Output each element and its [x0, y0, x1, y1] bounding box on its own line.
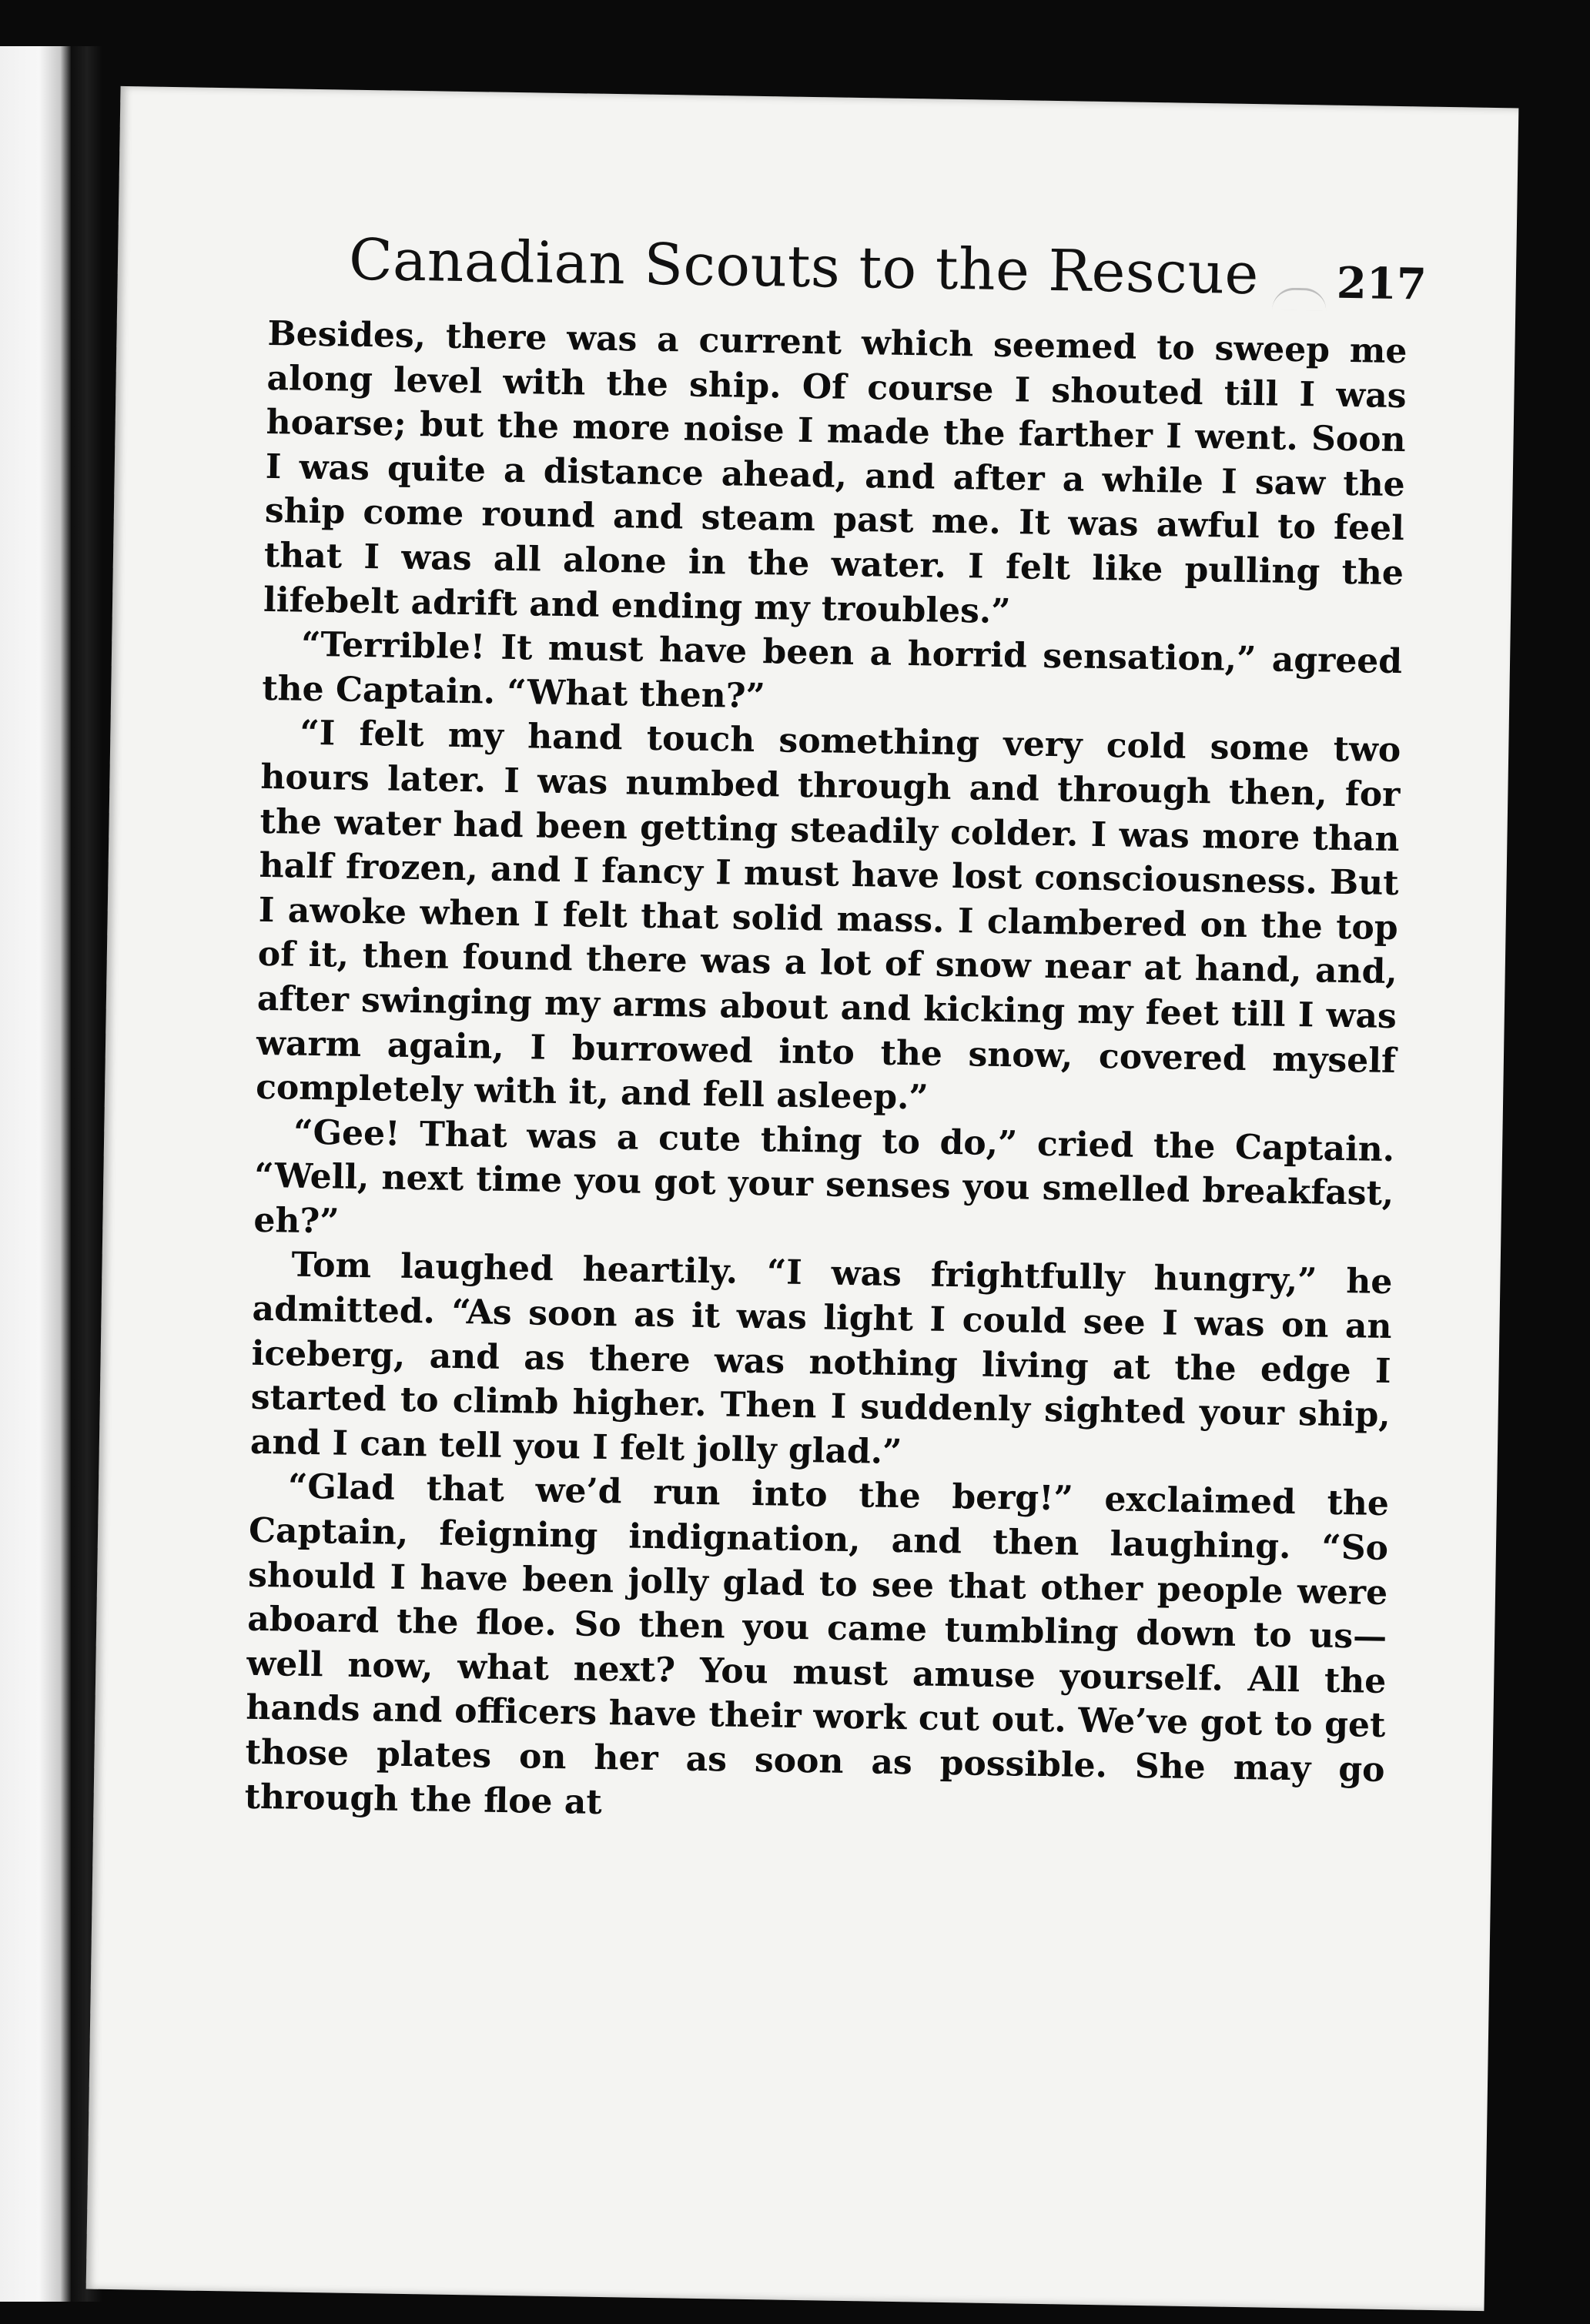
book-page [86, 86, 1519, 2311]
paragraph: “Glad that we’d run into the berg!” exclaimed the Captain, feigning indignation, and then laughing. “So should I have been jolly glad to see that other people were aboard the floe. So then you came tumbling down to us—well now, what next? You must amuse yourself. All the hands and officers have their work cut out. We’ve got to get those plates on her as soon as possible. She may go through the floe at [244, 1466, 1390, 1822]
paragraph: “I felt my hand touch something very cold some two hours later. I was numbed through and through then, for the water had been getting steadily colder. I was more than half frozen, and I fancy I must have lost consciousness. But I awoke when I felt that solid mass. I clambered on the top of it, then found there was a lot of snow near at hand, and, after swinging my arms about and kicking my feet till I was warm again, I burrowed into the snow, covered myself completely with it, and fell asleep.” [255, 714, 1401, 1118]
body-text [244, 312, 1408, 1837]
page-number: 217 [1336, 257, 1428, 310]
facing-page-edge [0, 46, 71, 2302]
paragraph: “Gee! That was a cute thing to do,” cried the Captain. “Well, next time you got your senses you smelled breakfast, eh?” [253, 1112, 1395, 1242]
paragraph: Tom laughed heartily. “I was frightfully hungry,” he admitted. “As soon as it was light I could see I was on an iceberg, and as there was nothing living at the edge I started to climb higher. Then I suddenly sighted your ship, and I can tell you I felt jolly glad.” [249, 1246, 1393, 1472]
paragraph: “Terrible! It must have been a horrid sensation,” agreed the Captain. “What then?” [261, 624, 1403, 716]
paragraph: Besides, there was a current which seemed to sweep me along level with the ship. Of course I shouted till I was hoarse; but the more noise I made the farther I went. Soon I was quite a distance ahead, and after a while I saw the ship come round and steam past me. It was awful to feel that I was all alone in the water. I felt like pulling the lifebelt adrift and ending my troubles.” [263, 313, 1408, 631]
running-title: Canadian Scouts to the Rescue [348, 226, 1260, 308]
